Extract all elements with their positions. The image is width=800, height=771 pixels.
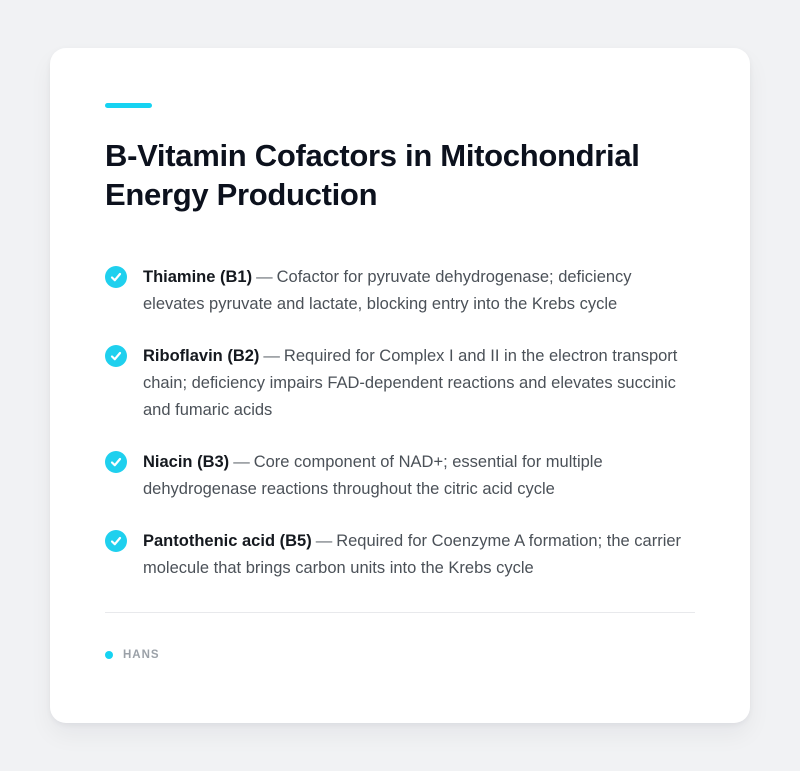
brand-dot-icon [105,651,113,659]
list-item [105,264,695,318]
vitamin-list [105,264,695,582]
list-item-text [143,264,695,318]
check-circle-icon [105,530,127,552]
list-item-term: Niacin (B3) [143,453,230,471]
list-item-description: Required for Coenzyme A formation; the carrier molecule that brings carbon units into the Krebs cycle [143,532,682,577]
list-item-separator: — [263,347,280,365]
list-item-text [143,343,695,424]
list-item-term: Pantothenic acid (B5) [143,532,312,550]
list-item-description: Cofactor for pyruvate dehydrogenase; deficiency elevates pyruvate and lactate, blocking entry into the Krebs cycle [143,268,632,313]
card-footer [105,649,695,661]
list-item-separator: — [315,532,333,550]
list-item [105,449,695,503]
check-circle-icon [105,266,127,288]
list-item-term: Thiamine (B1) [143,268,253,286]
check-circle-icon [105,345,127,367]
brand-label: HANS [123,649,160,661]
list-item-term: Riboflavin (B2) [143,347,260,365]
list-item-description: Core component of NAD+; essential for multiple dehydrogenase reactions throughout the citric acid cycle [143,453,603,498]
list-item-description: Required for Complex I and II in the electron transport chain; deficiency impairs FAD-dependent reactions and elevates succinic and fumaric acids [143,347,678,419]
info-card [50,48,750,723]
page-title: B-Vitamin Cofactors in Mitochondrial Energy Production [105,138,640,212]
divider [105,612,695,613]
list-item-text [143,449,695,503]
check-circle-icon [105,451,127,473]
list-item-separator: — [256,268,273,286]
accent-bar [105,103,152,108]
list-item-separator: — [233,453,250,471]
list-item [105,528,695,582]
list-item [105,343,695,424]
list-item-text [143,528,695,582]
